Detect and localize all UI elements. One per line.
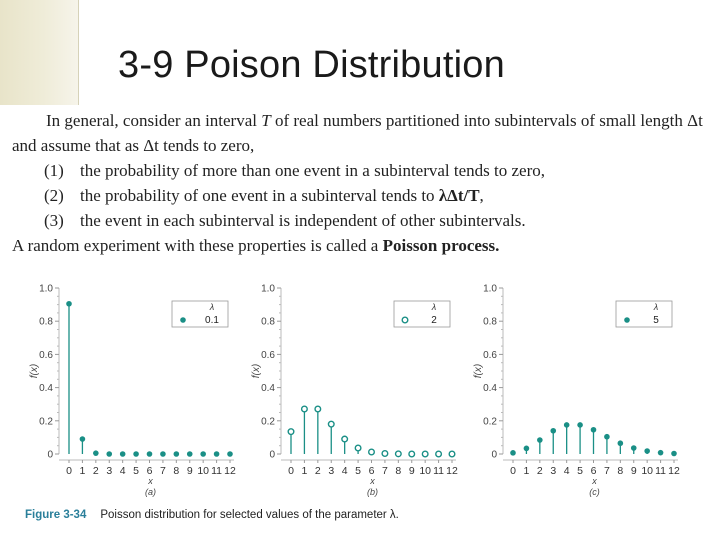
data-point xyxy=(288,429,294,435)
data-point xyxy=(66,301,72,307)
subplot-label: (a) xyxy=(145,487,156,497)
data-point xyxy=(510,450,516,456)
y-tick-label: 0.8 xyxy=(261,316,275,328)
x-tick-label: 4 xyxy=(341,465,348,477)
slide-decoration xyxy=(0,0,78,105)
x-tick-label: 10 xyxy=(641,465,654,477)
x-tick-label: 8 xyxy=(395,465,402,477)
list-item xyxy=(12,158,712,183)
slide-decoration-line xyxy=(78,0,79,105)
x-tick-label: 2 xyxy=(92,465,99,477)
chart-c-svg xyxy=(472,280,694,500)
x-tick-label: 0 xyxy=(510,465,516,477)
x-tick-label: 5 xyxy=(355,465,362,477)
x-tick-label: 11 xyxy=(433,465,445,477)
y-tick-label: 0.4 xyxy=(39,383,53,395)
closing-text: A random experiment with these properties is called a xyxy=(12,236,383,255)
x-tick-label: 8 xyxy=(173,465,180,477)
y-tick-label: 0.2 xyxy=(39,416,53,428)
data-point xyxy=(524,446,530,452)
data-point xyxy=(80,436,86,442)
list-item-number: (1) xyxy=(44,161,64,180)
x-tick-label: 6 xyxy=(368,465,375,477)
y-tick-label: 0 xyxy=(491,449,497,461)
x-axis-label: x xyxy=(148,476,153,486)
data-point xyxy=(93,450,99,456)
legend-box xyxy=(616,301,672,327)
x-tick-label: 8 xyxy=(617,465,624,477)
data-point xyxy=(671,451,677,457)
chart-b xyxy=(250,280,472,500)
list-item xyxy=(12,208,712,233)
y-tick-label: 0 xyxy=(47,449,53,461)
legend-marker xyxy=(624,317,630,323)
data-point xyxy=(328,421,334,427)
data-point xyxy=(120,451,126,457)
x-tick-label: 5 xyxy=(577,465,584,477)
intro-text: In general, consider an interval xyxy=(46,111,262,130)
x-tick-label: 7 xyxy=(159,465,166,477)
data-point xyxy=(577,422,583,428)
data-point xyxy=(396,451,402,457)
x-tick-label: 4 xyxy=(563,465,570,477)
x-tick-label: 1 xyxy=(301,465,308,477)
x-tick-label: 9 xyxy=(186,465,193,477)
y-tick-label: 0.4 xyxy=(483,383,497,395)
list-item-number: (3) xyxy=(44,211,64,230)
y-tick-label: 1.0 xyxy=(39,283,53,295)
x-tick-label: 9 xyxy=(408,465,415,477)
data-point xyxy=(644,448,650,454)
data-point xyxy=(355,445,361,451)
x-tick-label: 7 xyxy=(381,465,388,477)
y-tick-label: 1.0 xyxy=(483,283,497,295)
data-point xyxy=(631,445,637,451)
x-tick-label: 3 xyxy=(106,465,113,477)
y-tick-label: 1.0 xyxy=(261,283,275,295)
intro-text: of real numbers partitioned into subintervals of small length xyxy=(270,111,688,130)
caption-text: Poisson distribution for selected values of the parameter λ. xyxy=(100,509,399,521)
data-point xyxy=(658,450,664,456)
legend-box xyxy=(394,301,450,327)
x-tick-label: 0 xyxy=(288,465,294,477)
data-point xyxy=(160,451,166,457)
data-point xyxy=(618,440,624,446)
list-item xyxy=(12,183,712,208)
chart-a-svg xyxy=(28,280,250,500)
list-item-text-part: , xyxy=(479,186,484,205)
x-tick-label: 10 xyxy=(419,465,432,477)
list-item-text: the event in each subinterval is independent of other subintervals. xyxy=(80,211,526,230)
legend-title: λ xyxy=(653,302,659,312)
data-point xyxy=(382,451,388,457)
math-lambda-dt-over-T: λΔt/T xyxy=(438,186,480,205)
x-tick-label: 3 xyxy=(328,465,335,477)
data-point xyxy=(174,451,180,457)
y-axis-label: f(x) xyxy=(29,363,40,379)
x-tick-label: 3 xyxy=(550,465,557,477)
subplot-label: (c) xyxy=(589,487,600,497)
x-tick-label: 12 xyxy=(446,465,458,477)
legend-box xyxy=(172,301,228,327)
y-tick-label: 0.4 xyxy=(261,383,275,395)
data-point xyxy=(227,451,233,457)
x-tick-label: 4 xyxy=(119,465,126,477)
legend-title: λ xyxy=(209,302,215,312)
data-point xyxy=(449,451,455,457)
x-tick-label: 12 xyxy=(224,465,236,477)
x-tick-label: 0 xyxy=(66,465,72,477)
data-point xyxy=(550,428,556,434)
data-point xyxy=(106,451,112,457)
intro-text: tends to zero, xyxy=(158,136,255,155)
list-item-text xyxy=(80,183,484,208)
figure-caption xyxy=(25,509,399,521)
data-point xyxy=(369,449,375,455)
chart-b-svg xyxy=(250,280,472,500)
x-tick-label: 10 xyxy=(197,465,210,477)
data-point xyxy=(422,451,428,457)
data-point xyxy=(187,451,193,457)
data-point xyxy=(537,437,543,443)
data-point xyxy=(564,422,570,428)
y-tick-label: 0.2 xyxy=(261,416,275,428)
data-point xyxy=(342,436,348,442)
x-tick-label: 1 xyxy=(79,465,86,477)
y-tick-label: 0.6 xyxy=(39,349,53,361)
poisson-process-term: Poisson process. xyxy=(382,236,500,255)
y-axis-label: f(x) xyxy=(473,363,484,379)
data-point xyxy=(200,451,206,457)
chart-a xyxy=(28,280,250,500)
legend-label: 2 xyxy=(431,315,437,326)
data-point xyxy=(302,406,308,412)
figure-number: Figure 3-34 xyxy=(25,509,87,521)
intro-paragraph xyxy=(12,108,712,158)
data-point xyxy=(591,427,597,433)
x-axis-label: x xyxy=(592,476,597,486)
legend-title: λ xyxy=(431,302,437,312)
x-tick-label: 2 xyxy=(536,465,543,477)
x-tick-label: 11 xyxy=(655,465,667,477)
data-point xyxy=(315,406,321,412)
list-item-text: the probability of more than one event in a subinterval tends to zero, xyxy=(80,161,546,180)
x-tick-label: 12 xyxy=(668,465,680,477)
data-point xyxy=(436,451,442,457)
y-tick-label: 0.6 xyxy=(483,349,497,361)
legend-label: 5 xyxy=(653,315,659,326)
body-text xyxy=(12,108,712,258)
intro-text: and assume that as xyxy=(12,136,144,155)
x-tick-label: 11 xyxy=(211,465,223,477)
subplot-label: (b) xyxy=(367,487,378,497)
closing-paragraph xyxy=(12,233,712,258)
y-tick-label: 0 xyxy=(269,449,275,461)
y-tick-label: 0.8 xyxy=(483,316,497,328)
x-tick-label: 6 xyxy=(146,465,153,477)
chart-c xyxy=(472,280,694,500)
data-point xyxy=(604,434,610,440)
x-tick-label: 6 xyxy=(590,465,597,477)
data-point xyxy=(409,451,415,457)
x-tick-label: 1 xyxy=(523,465,530,477)
legend-label: 0.1 xyxy=(205,315,219,326)
legend-marker xyxy=(180,317,186,323)
slide-title: 3-9 Poison Distribution xyxy=(118,44,505,86)
data-point xyxy=(133,451,139,457)
y-tick-label: 0.6 xyxy=(261,349,275,361)
list-item-number: (2) xyxy=(44,186,64,205)
legend-marker xyxy=(402,317,408,323)
y-tick-label: 0.2 xyxy=(483,416,497,428)
math-T: T xyxy=(261,111,271,130)
x-tick-label: 5 xyxy=(133,465,140,477)
math-delta-t: Δt xyxy=(143,136,159,155)
y-tick-label: 0.8 xyxy=(39,316,53,328)
math-delta-t: Δt xyxy=(687,111,703,130)
list-item-text-part: the probability of one event in a subinterval tends to xyxy=(80,186,439,205)
x-tick-label: 9 xyxy=(630,465,637,477)
x-tick-label: 7 xyxy=(603,465,610,477)
y-axis-label: f(x) xyxy=(251,363,262,379)
data-point xyxy=(147,451,153,457)
x-tick-label: 2 xyxy=(314,465,321,477)
x-axis-label: x xyxy=(370,476,375,486)
data-point xyxy=(214,451,220,457)
